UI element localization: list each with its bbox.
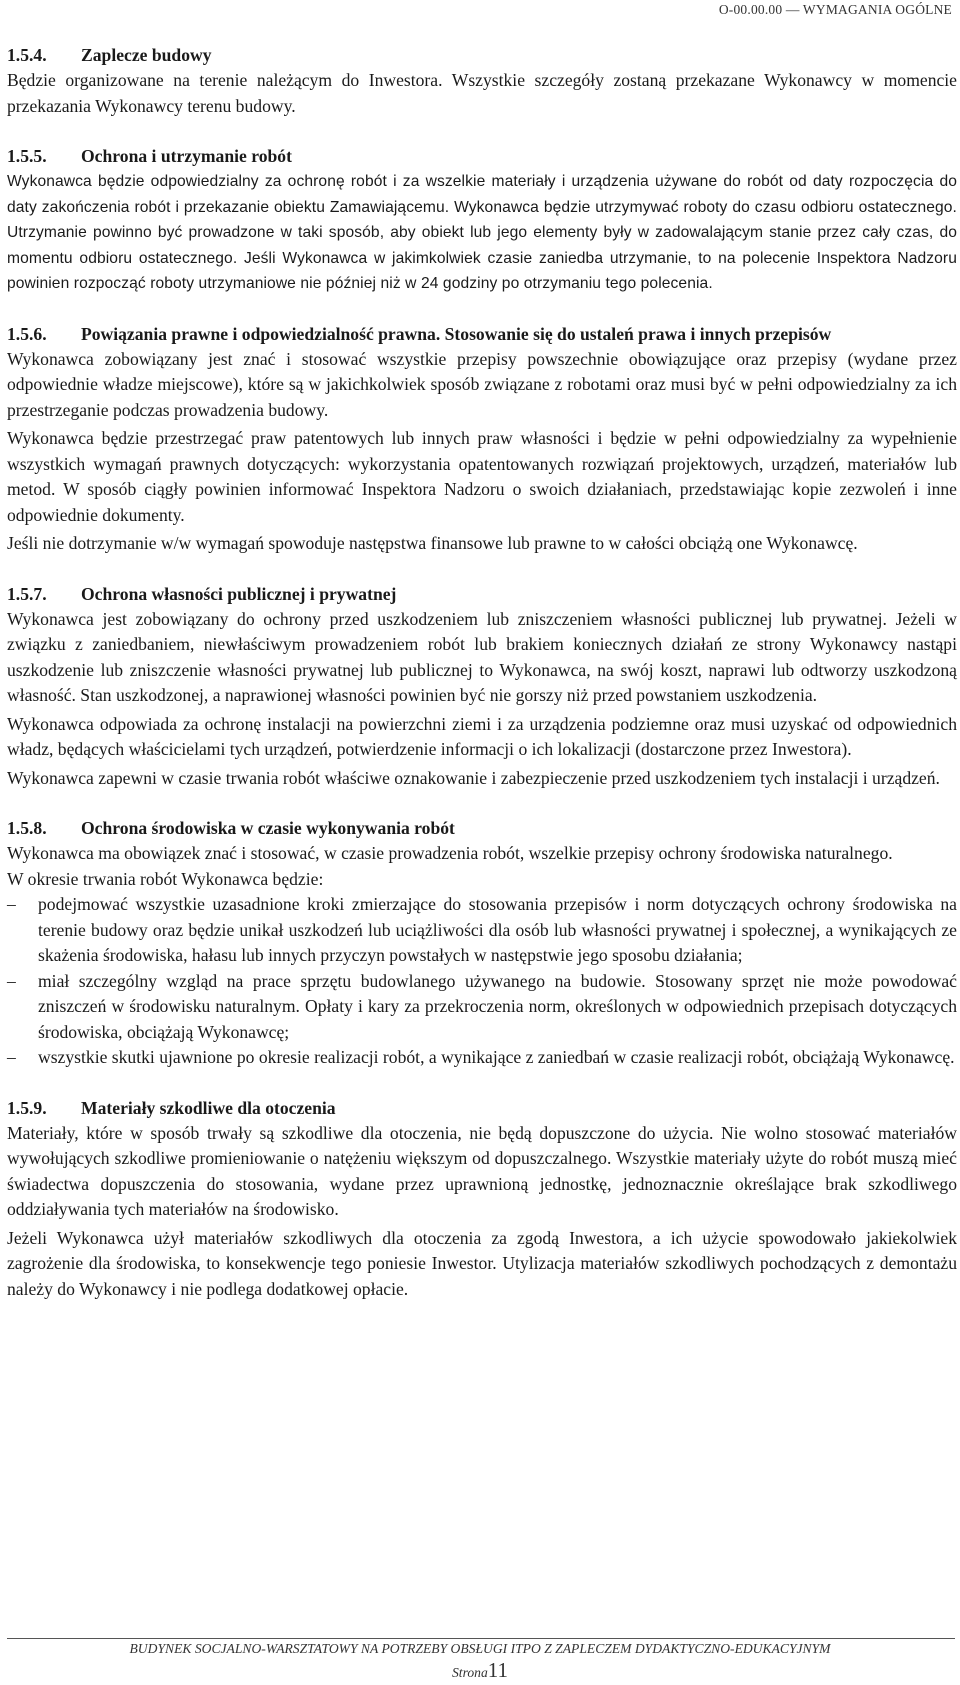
section-1-5-7 [7, 581, 957, 792]
section-heading [7, 143, 957, 169]
section-title: Powiązania prawne i odpowiedzialność prawna. Stosowanie się do ustaleń prawa i innych przepisów [81, 323, 832, 344]
bullet-list [7, 892, 957, 1071]
section-1-5-4 [7, 42, 957, 119]
dash-bullet-icon: – [7, 970, 16, 991]
section-title: Ochrona środowiska w czasie wykonywania robót [81, 818, 455, 838]
running-header: O-00.00.00 — WYMAGANIA OGÓLNE [718, 2, 952, 17]
paragraph: Jeżeli Wykonawca użył materiałów szkodliwych dla otoczenia za zgodą Inwestora, a ich użycie spowodowało jakiekolwiek zagrożenie dla środowiska, to konsekwencje tego poniesie Inwestor. Utylizacja materiałów szkodliwych pochodzących z demontażu należy do Wykonawcy i nie podlega dodatkowej opłacie. [7, 1227, 957, 1299]
section-number: 1.5.9. [7, 1097, 47, 1118]
paragraph: Będzie organizowane na terenie należącym do Inwestora. Wszystkie szczegóły zostaną przekazane Wykonawcy w momencie przekazania Wykonawcy terenu budowy. [7, 70, 957, 116]
section-number: 1.5.6. [7, 323, 47, 344]
list-item [7, 969, 957, 1046]
section-heading [7, 42, 957, 68]
section-number: 1.5.7. [7, 583, 47, 604]
list-item-text: podejmować wszystkie uzasadnione kroki zmierzające do stosowania przepisów i norm dotyczących ochrony środowiska na terenie budowy oraz będzie unikał uszkodzeń lub uciążliwości dla osób lub własności prywatnej i społecznej, a wynikających ze skażenia środowiska, hałasu lub innych przyczyn powstałych w następstwie jego sposobu działania; [38, 894, 957, 965]
paragraph: W okresie trwania robót Wykonawca będzie: [7, 868, 324, 889]
paragraph: Wykonawca zobowiązany jest znać i stosować wszystkie przepisy powszechnie obowiązujące oraz przepisy (wydane przez odpowiednie władze miejscowe), które są w jakichkolwiek sposób związane z robotami oraz musi być w pełni odpowiedzialny za ich przestrzeganie podczas prowadzenia budowy. [7, 348, 957, 420]
section-1-5-6 [7, 321, 957, 557]
footer-divider [7, 1638, 955, 1639]
document-body [7, 42, 957, 1302]
list-item-text: miał szczególny wzgląd na prace sprzętu budowlanego używanego na budowie. Stosowany sprzęt nie może powodować zniszczeń w środowisku naturalnym. Opłaty i kary za przekroczenia norm, określonych w odpowiednich przepisach dotyczących środowiska, obciążają Wykonawcę; [38, 970, 957, 1042]
section-heading [7, 581, 957, 607]
page-label: Strona [452, 1665, 488, 1680]
section-heading [7, 1095, 957, 1121]
section-number: 1.5.8. [7, 818, 47, 838]
footer-project-title: BUDYNEK SOCJALNO-WARSZTATOWY NA POTRZEBY OBSŁUGI ITPO Z ZAPLECZEM DYDAKTYCZNO-EDUKACYJNYM [129, 1641, 831, 1656]
list-item [7, 1045, 957, 1071]
section-title: Ochrona własności publicznej i prywatnej [81, 583, 397, 604]
list-item [7, 892, 957, 969]
dash-bullet-icon: – [7, 1047, 16, 1067]
page-number [0, 1658, 960, 1683]
list-item-text: wszystkie skutki ujawnione po okresie realizacji robót, a wynikające z zaniedbań w czasie realizacji robót, obciążają Wykonawcę. [38, 1047, 955, 1067]
section-number: 1.5.4. [7, 45, 47, 65]
paragraph: Wykonawca odpowiada za ochronę instalacji na powierzchni ziemi i za urządzenia podziemne oraz musi uzyskać od odpowiednich władz, będących właścicielami tych urządzeń, potwierdzenie informacji o ich lokalizacji (dostarczone przez Inwestora). [7, 713, 957, 759]
page-number-value: 11 [487, 1658, 508, 1682]
section-heading [7, 321, 957, 347]
section-1-5-8 [7, 815, 957, 1071]
paragraph: Wykonawca jest zobowiązany do ochrony przed uszkodzeniem lub zniszczeniem własności publicznej lub prywatnej. Jeżeli w związku z zaniedbaniem, niewłaściwym prowadzeniem robót lub brakiem koniecznych działań ze strony Wykonawcy nastąpi uszkodzenie lub zniszczenie własności prywatnej lub publicznej to Wykonawca, na swój koszt, naprawi lub odtworzy uszkodzoną własność. Stan uszkodzonej, a naprawionej własności powinien być nie gorszy niż przed powstaniem uszkodzenia. [7, 608, 957, 705]
paragraph: Materiały, które w sposób trwały są szkodliwe dla otoczenia, nie będą dopuszczone do użycia. Nie wolno stosować materiałów wywołujących szkodliwe promieniowanie o natężeniu większym od dopuszczalnego. Wszystkie materiały użyte do robót muszą mieć świadectwa dopuszczenia do stosowania, wydane przez uprawnioną jednostkę, jednoznacznie określające brak szkodliwego oddziaływania tych materiałów na środowisko. [7, 1122, 957, 1219]
section-title: Materiały szkodliwe dla otoczenia [81, 1097, 336, 1118]
section-title: Zaplecze budowy [81, 45, 212, 65]
paragraph: Jeśli nie dotrzymanie w/w wymagań spowoduje następstwa finansowe lub prawne to w całości obciążą one Wykonawcę. [7, 533, 858, 553]
section-1-5-5 [7, 143, 957, 297]
paragraph: Wykonawca ma obowiązek znać i stosować, w czasie prowadzenia robót, wszelkie przepisy ochrony środowiska naturalnego. [7, 843, 893, 863]
paragraph: Wykonawca będzie przestrzegać praw patentowych lub innych praw własności i będzie w pełni odpowiedzialny za wypełnienie wszystkich wymagań prawnych dotyczących: wykorzystania opatentowanych rozwiązań projektowych, urządzeń, materiałów lub metod. W sposób ciągły powinien informować Inspektora Nadzoru o swoich działaniach, przedstawiając kopie zezwoleń i inne odpowiednie dokumenty. [7, 428, 957, 525]
section-title: Ochrona i utrzymanie robót [81, 146, 292, 166]
section-heading [7, 815, 957, 841]
paragraph: Wykonawca zapewni w czasie trwania robót właściwe oznakowanie i zabezpieczenie przed uszkodzeniem tych instalacji i urządzeń. [7, 767, 940, 788]
paragraph: Wykonawca będzie odpowiedzialny za ochronę robót i za wszelkie materiały i urządzenia używane do robót od daty rozpoczęcia do daty zakończenia robót i przekazanie obiektu Zamawiającemu. Wykonawca będzie utrzymywać roboty do czasu odbioru ostatecznego. Utrzymanie powinno być prowadzone w taki sposób, aby obiekt lub jego elementy były w zadowalającym stanie przez cały czas, do momentu odbioru ostatecznego. Jeśli Wykonawca w jakimkolwiek czasie zaniedba utrzymanie, to na polecenie Inspektora Nadzoru powinien rozpocząć roboty utrzymaniowe nie później niż w 24 godziny po otrzymaniu tego polecenia. [7, 173, 957, 292]
section-number: 1.5.5. [7, 146, 47, 166]
dash-bullet-icon: – [7, 894, 16, 914]
section-1-5-9 [7, 1095, 957, 1303]
